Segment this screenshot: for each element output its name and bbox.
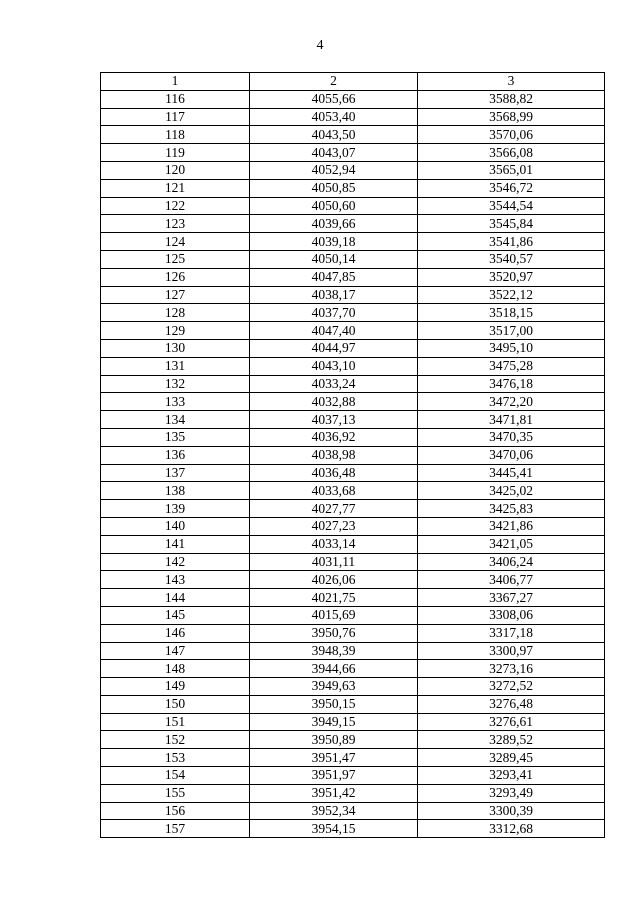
table-cell: 3475,28 xyxy=(418,357,605,375)
table-cell: 3540,57 xyxy=(418,250,605,268)
table-cell: 4052,94 xyxy=(250,161,418,179)
table-cell: 3470,06 xyxy=(418,446,605,464)
table-row xyxy=(101,250,605,268)
table-row xyxy=(101,660,605,678)
table-row xyxy=(101,606,605,624)
table-cell: 141 xyxy=(101,535,250,553)
table-cell: 152 xyxy=(101,731,250,749)
table-row xyxy=(101,375,605,393)
table-cell: 124 xyxy=(101,233,250,251)
table-cell: 3406,77 xyxy=(418,571,605,589)
table-cell: 140 xyxy=(101,517,250,535)
table-row xyxy=(101,571,605,589)
table-cell: 121 xyxy=(101,179,250,197)
table-cell: 3546,72 xyxy=(418,179,605,197)
table-cell: 4047,85 xyxy=(250,268,418,286)
table-cell: 3588,82 xyxy=(418,90,605,108)
table-cell: 3276,61 xyxy=(418,713,605,731)
table-cell: 4031,11 xyxy=(250,553,418,571)
table-row xyxy=(101,215,605,233)
table-cell: 4039,18 xyxy=(250,233,418,251)
table-row xyxy=(101,553,605,571)
table-row xyxy=(101,393,605,411)
table-row xyxy=(101,161,605,179)
table-cell: 3949,63 xyxy=(250,678,418,696)
table-row xyxy=(101,268,605,286)
table-cell: 3952,34 xyxy=(250,802,418,820)
table-cell: 3476,18 xyxy=(418,375,605,393)
table-cell: 127 xyxy=(101,286,250,304)
table-cell: 120 xyxy=(101,161,250,179)
column-header: 2 xyxy=(250,73,418,91)
table-cell: 3421,05 xyxy=(418,535,605,553)
table-cell: 3421,86 xyxy=(418,517,605,535)
table-cell: 4050,60 xyxy=(250,197,418,215)
table-cell: 3272,52 xyxy=(418,678,605,696)
table-row xyxy=(101,784,605,802)
table-row xyxy=(101,464,605,482)
table-cell: 4044,97 xyxy=(250,339,418,357)
table-cell: 132 xyxy=(101,375,250,393)
table-header-row xyxy=(101,73,605,91)
table-cell: 4027,23 xyxy=(250,517,418,535)
table-cell: 3289,52 xyxy=(418,731,605,749)
table-cell: 3293,49 xyxy=(418,784,605,802)
table-cell: 3520,97 xyxy=(418,268,605,286)
table-cell: 3273,16 xyxy=(418,660,605,678)
table-cell: 3568,99 xyxy=(418,108,605,126)
table-row xyxy=(101,286,605,304)
table-cell: 122 xyxy=(101,197,250,215)
table-cell: 3541,86 xyxy=(418,233,605,251)
table-cell: 3406,24 xyxy=(418,553,605,571)
table-row xyxy=(101,90,605,108)
table-cell: 134 xyxy=(101,411,250,429)
table-cell: 3544,54 xyxy=(418,197,605,215)
table-cell: 135 xyxy=(101,428,250,446)
table-cell: 4043,10 xyxy=(250,357,418,375)
table-row xyxy=(101,767,605,785)
table-cell: 150 xyxy=(101,695,250,713)
table-cell: 3948,39 xyxy=(250,642,418,660)
table-cell: 4037,13 xyxy=(250,411,418,429)
table-cell: 155 xyxy=(101,784,250,802)
table-cell: 137 xyxy=(101,464,250,482)
table-cell: 123 xyxy=(101,215,250,233)
table-cell: 3425,02 xyxy=(418,482,605,500)
table-cell: 129 xyxy=(101,322,250,340)
table-cell: 3950,76 xyxy=(250,624,418,642)
table-cell: 3425,83 xyxy=(418,500,605,518)
table-cell: 3522,12 xyxy=(418,286,605,304)
table-cell: 3495,10 xyxy=(418,339,605,357)
table-row xyxy=(101,820,605,838)
table-cell: 4039,66 xyxy=(250,215,418,233)
table-cell: 147 xyxy=(101,642,250,660)
table-cell: 4015,69 xyxy=(250,606,418,624)
table-cell: 4021,75 xyxy=(250,589,418,607)
table-cell: 3445,41 xyxy=(418,464,605,482)
table-row xyxy=(101,144,605,162)
table-cell: 156 xyxy=(101,802,250,820)
table-cell: 4043,50 xyxy=(250,126,418,144)
table-row xyxy=(101,126,605,144)
table-cell: 3472,20 xyxy=(418,393,605,411)
table-row xyxy=(101,624,605,642)
table-row xyxy=(101,482,605,500)
table-cell: 3517,00 xyxy=(418,322,605,340)
table-cell: 4026,06 xyxy=(250,571,418,589)
table-cell: 4055,66 xyxy=(250,90,418,108)
table-cell: 3954,15 xyxy=(250,820,418,838)
table-row xyxy=(101,428,605,446)
table-cell: 4033,14 xyxy=(250,535,418,553)
table-cell: 3312,68 xyxy=(418,820,605,838)
table-cell: 4032,88 xyxy=(250,393,418,411)
table-cell: 3951,97 xyxy=(250,767,418,785)
table-cell: 118 xyxy=(101,126,250,144)
table-cell: 3950,89 xyxy=(250,731,418,749)
table-cell: 136 xyxy=(101,446,250,464)
table-cell: 148 xyxy=(101,660,250,678)
table-cell: 4050,14 xyxy=(250,250,418,268)
table-cell: 157 xyxy=(101,820,250,838)
table-cell: 4050,85 xyxy=(250,179,418,197)
table-cell: 3570,06 xyxy=(418,126,605,144)
table-cell: 4037,70 xyxy=(250,304,418,322)
table-cell: 138 xyxy=(101,482,250,500)
table-cell: 3276,48 xyxy=(418,695,605,713)
table-cell: 4036,92 xyxy=(250,428,418,446)
table-body xyxy=(101,90,605,837)
table-cell: 125 xyxy=(101,250,250,268)
table-cell: 3470,35 xyxy=(418,428,605,446)
table-cell: 143 xyxy=(101,571,250,589)
table-cell: 139 xyxy=(101,500,250,518)
table-cell: 4038,98 xyxy=(250,446,418,464)
table-row xyxy=(101,642,605,660)
page-number: 4 xyxy=(316,38,324,53)
table-cell: 4047,40 xyxy=(250,322,418,340)
table-cell: 146 xyxy=(101,624,250,642)
table-cell: 3949,15 xyxy=(250,713,418,731)
table-row xyxy=(101,678,605,696)
table-cell: 149 xyxy=(101,678,250,696)
table-cell: 3300,97 xyxy=(418,642,605,660)
table-cell: 128 xyxy=(101,304,250,322)
table-row xyxy=(101,517,605,535)
table-cell: 3950,15 xyxy=(250,695,418,713)
table-row xyxy=(101,304,605,322)
table-row xyxy=(101,197,605,215)
table-cell: 151 xyxy=(101,713,250,731)
table-row xyxy=(101,535,605,553)
table-cell: 3317,18 xyxy=(418,624,605,642)
table-cell: 4033,68 xyxy=(250,482,418,500)
table-row xyxy=(101,357,605,375)
table-cell: 144 xyxy=(101,589,250,607)
table-cell: 130 xyxy=(101,339,250,357)
table-cell: 3566,08 xyxy=(418,144,605,162)
column-header: 3 xyxy=(418,73,605,91)
table-row xyxy=(101,802,605,820)
table-cell: 145 xyxy=(101,606,250,624)
table-row xyxy=(101,179,605,197)
table-cell: 3951,42 xyxy=(250,784,418,802)
table-row xyxy=(101,695,605,713)
table-cell: 3518,15 xyxy=(418,304,605,322)
coordinates-table xyxy=(100,72,605,838)
table-cell: 4043,07 xyxy=(250,144,418,162)
table-cell: 117 xyxy=(101,108,250,126)
table-cell: 153 xyxy=(101,749,250,767)
table-cell: 154 xyxy=(101,767,250,785)
table-cell: 133 xyxy=(101,393,250,411)
table-cell: 119 xyxy=(101,144,250,162)
table-cell: 4036,48 xyxy=(250,464,418,482)
table-row xyxy=(101,322,605,340)
table-row xyxy=(101,500,605,518)
table-row xyxy=(101,731,605,749)
table-cell: 3293,41 xyxy=(418,767,605,785)
table-row xyxy=(101,713,605,731)
table-cell: 142 xyxy=(101,553,250,571)
table-cell: 3471,81 xyxy=(418,411,605,429)
table-cell: 126 xyxy=(101,268,250,286)
table-cell: 4038,17 xyxy=(250,286,418,304)
table-cell: 3300,39 xyxy=(418,802,605,820)
table-cell: 4053,40 xyxy=(250,108,418,126)
table-cell: 3289,45 xyxy=(418,749,605,767)
table-cell: 131 xyxy=(101,357,250,375)
table-cell: 3367,27 xyxy=(418,589,605,607)
table-row xyxy=(101,233,605,251)
table-cell: 116 xyxy=(101,90,250,108)
table-row xyxy=(101,411,605,429)
table-cell: 3565,01 xyxy=(418,161,605,179)
table-cell: 3545,84 xyxy=(418,215,605,233)
column-header: 1 xyxy=(101,73,250,91)
table-row xyxy=(101,339,605,357)
table-row xyxy=(101,749,605,767)
table-row xyxy=(101,446,605,464)
table-cell: 4033,24 xyxy=(250,375,418,393)
table-cell: 3944,66 xyxy=(250,660,418,678)
table-row xyxy=(101,589,605,607)
table-cell: 3308,06 xyxy=(418,606,605,624)
table-cell: 4027,77 xyxy=(250,500,418,518)
table-row xyxy=(101,108,605,126)
table-cell: 3951,47 xyxy=(250,749,418,767)
